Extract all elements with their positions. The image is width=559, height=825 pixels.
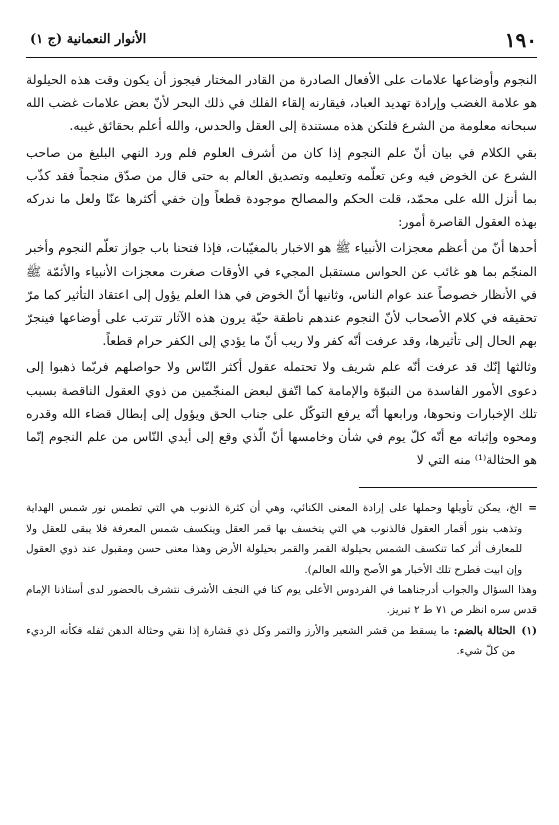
paragraph-4: وثالثها إنّك قد عرفت أنّه علم شريف ولا تحتمله عقول أكثر النّاس ولا حواصلهم فربّما ذهبوا إلى دعوى الأمور الفاسدة من النبوّة والإمامة كما اتّفق لبعض المنجّمين من ذوي العقول الناقصة بسبب تلك الإخبارات ونحوها، ورابعها أنّه يرفع التوكّل على جناب الحق ويؤول إلى إبطال قضاء الله وقدره ومحوه وإثباته مع أنّه كلّ يوم في شأن وخامسها أنّ الّذي وقع إلى أيدي النّاس من علم النجوم إنّما هو الحثالة⁽¹⁾ منه التي لا xyxy=(26,359,537,468)
footnote-1 xyxy=(26,621,537,662)
footnote-separator xyxy=(359,487,537,488)
footnotes xyxy=(26,498,537,661)
page-header xyxy=(26,28,537,58)
header-rule xyxy=(26,57,537,58)
footnote-1-text: ما يسقط من قشر الشعير والأرز والتمر وكل ذي قشارة إذا نقي وحثالة الدهن ثفله فكأنه الرديء من كلّ شيء. xyxy=(26,624,516,658)
paragraph-1: النجوم وأوضاعها علامات على الأفعال الصادرة من القادر المختار فيجوز أن يكون وقت هذه الحيلولة هو علامة الغضب وإرادة تهديد العباد، فيقارنه إلقاء الفلك في ذلك البحر لأنّ بعض علامات غضب الله سبحانه معلومة من الشرع فلتكن هذه مستندة إلى العقل والحدس، والله أعلم بحقائق غيبه. xyxy=(26,72,537,134)
paragraph-2: بقي الكلام في بيان أنّ علم النجوم إذا كان من أشرف العلوم فلم ورد النهي البليغ من صاحب الشرع عن الخوض فيه وعن تعلّمه وتعليمه وتصديق العالم به حتى قال من صدّق منجماً فقد كذّب بما أنزل الله على محمّد، قلت الحكم والمصالح موجودة قطعاً وإن خفي أكثرها عنّا ولعل ما ندركه بهذه العقول القاصرة أمور: xyxy=(26,144,537,230)
continuation-mark: = xyxy=(528,502,537,515)
footnote-continuation xyxy=(26,498,537,580)
page-number: ١٩٠ xyxy=(504,28,537,52)
continuation-text: الخ، يمكن تأويلها وحملها على إرادة المعنى الكنائي، وهي أن كثرة الذنوب هي التي تطمس نور شمس الهداية وتذهب بنور أقمار العقول فالذنوب هي التي ينخسف بها قمر العقل وينكسف شمس المعرفة فلا يبقى للعقل ولا للمعارف أثر كما تنكسف الشمس بحيلولة القمر والقمر بحيلولة الأرض وهذا معنى حسن ومقبول عند ذوي العقول وإن ابيت فطرح تلك الأخبار هو الأصح والله العالم). xyxy=(26,502,523,576)
footnote-1-body xyxy=(26,621,515,662)
main-text xyxy=(26,68,537,471)
book-page xyxy=(26,28,537,808)
footnote-note: وهذا السؤال والجواب أدرجناهما في الفردوس الأعلى يوم كنا في النجف الأشرف نتشرف بالحضور لدى أستاذنا الإمام قدس سره انظر ص ٧١ ط ٢ تبريز. xyxy=(26,584,537,617)
footnote-1-mark: (١) xyxy=(521,624,537,637)
running-title: الأنوار النعمانية (ج ١) xyxy=(30,32,147,47)
paragraph-3: أحدها أنّ من أعظم معجزات الأنبياء ﷺ هو الاخبار بالمغيّبات، فإذا فتحنا باب جواز تعلّم النجوم وأخبر المنجّم بما هو غائب عن الحواس مستقبل المجيء في الأوقات صغرت معجزات الأنبياء والأئمّة ﷺ في الأنظار خصوصاً عند عوام الناس، وثانيها أنّ الخوض في هذا العلم يؤول إلى اعتقاد التأثير كما مرّ تحقيقه في كلام الأصحاب لأنّ النجوم عندهم ناطقة حيّة يرون هذه الآثار تترتب على أوضاعها فينجرّ بهم الحال إلى تأثيرها، وقد عرفت أنّه كفر ولا ريب أنّ ما يؤدي إلى الكفر حرام قطعاً. xyxy=(26,240,537,349)
footnote-1-title: الحثالة بالضم: xyxy=(453,624,516,637)
